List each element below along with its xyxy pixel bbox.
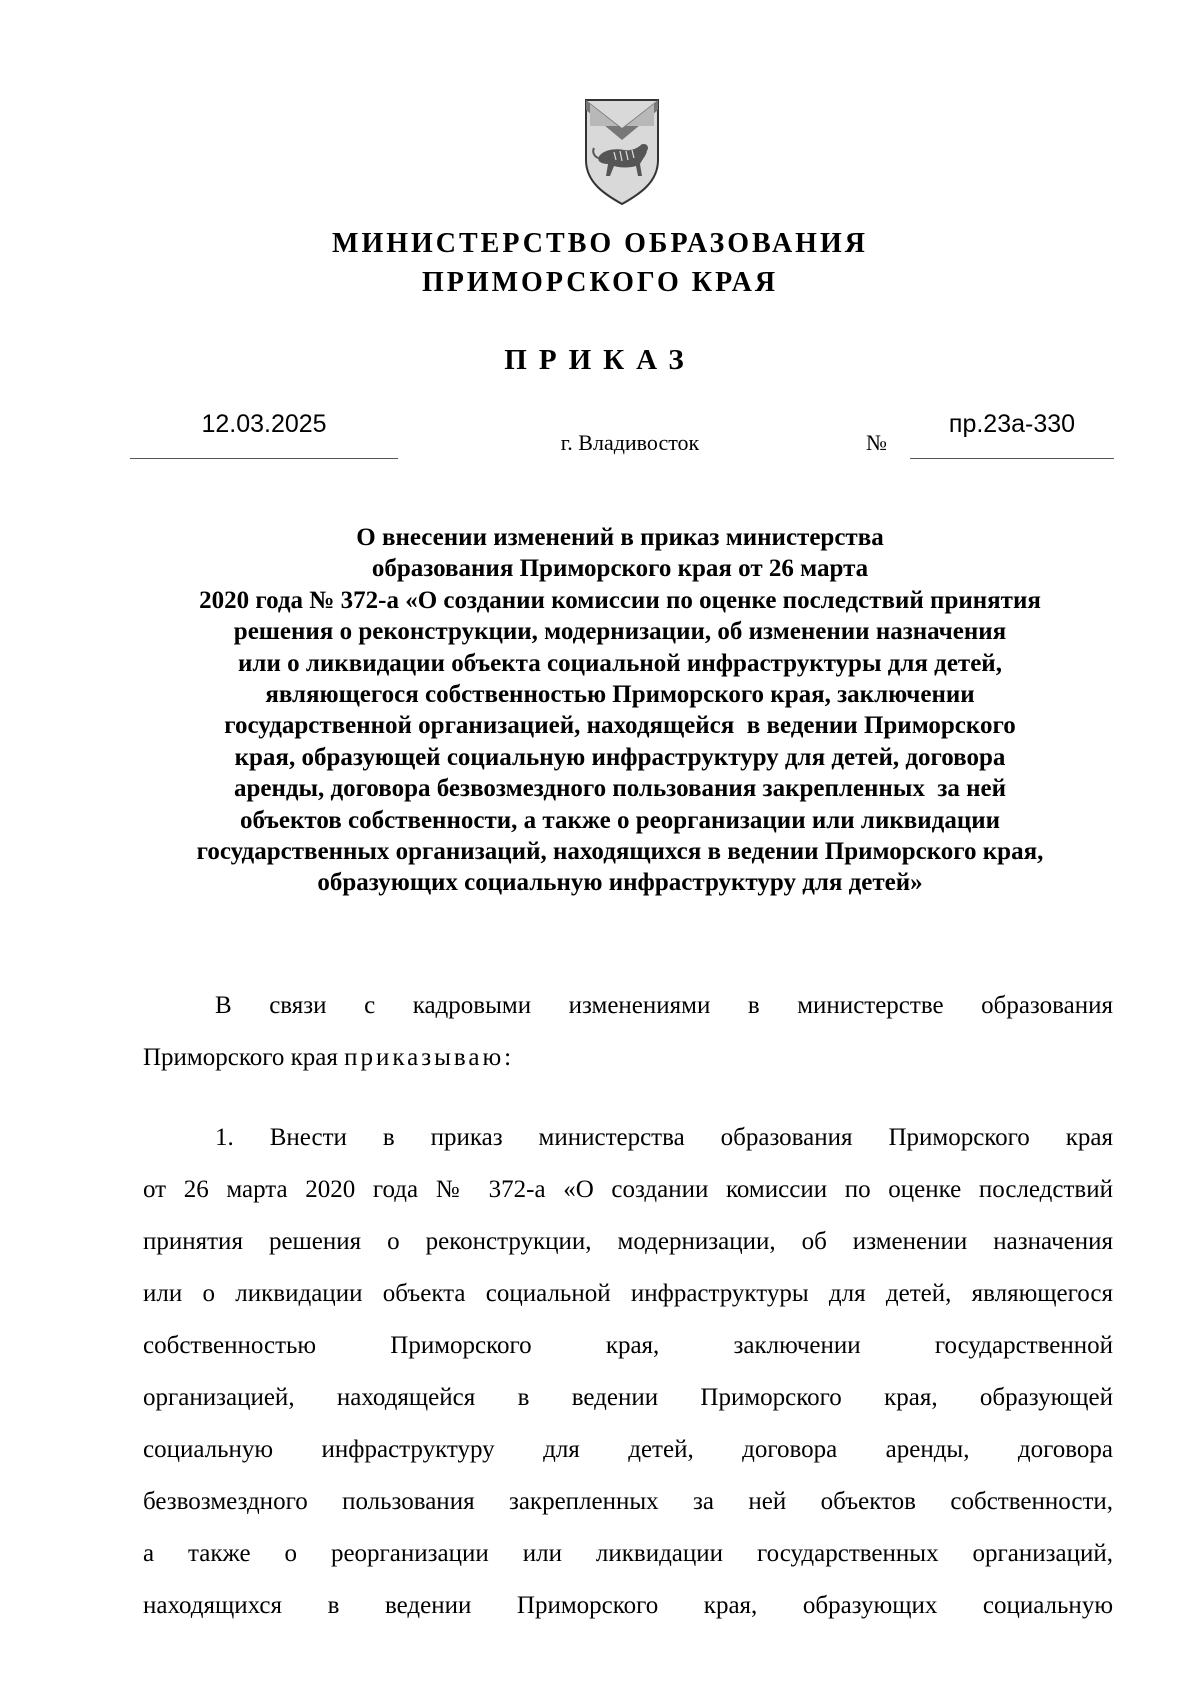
order-keyword: приказываю [344, 1044, 505, 1071]
ministry-name-line1: МИНИСТЕРСТВО ОБРАЗОВАНИЯ [332, 228, 868, 259]
paragraph-line: принятия решения о реконструкции, модернизации, об изменении назначения [143, 1228, 1113, 1255]
paragraph-line: социальную инфраструктуру для детей, договора аренды, договора [143, 1436, 1113, 1463]
paragraph-line: находящихся в ведении Приморского края, образующих социальную [143, 1592, 1113, 1619]
paragraph-line: организацией, находящейся в ведении Приморского края, образующей [143, 1384, 1113, 1411]
paragraph-line: от 26 марта 2020 года № 372-а «О создании комиссии по оценке последствий [143, 1176, 1113, 1203]
title-line: края, образующей социальную инфраструктуру для детей, договора [234, 743, 1006, 771]
title-line: государственной организацией, находящейся в ведении Приморского [224, 712, 1016, 740]
paragraph-line: 1. Внести в приказ министерства образования Приморского края [215, 1124, 1113, 1151]
paragraph-line [143, 1032, 1113, 1084]
title-line: образующих социальную инфраструктуру для детей» [317, 869, 923, 897]
title-line: или о ликвидации объекта социальной инфраструктуры для детей, [238, 649, 1002, 677]
title-line: образования Приморского края от 26 марта [371, 555, 869, 583]
paragraph-line: В связи с кадровыми изменениями в министерстве образования [215, 992, 1113, 1019]
title-line: объектов собственности, а также о реорганизации или ликвидации [239, 806, 1001, 834]
title-line: являющегося собственностью Приморского края, заключении [265, 681, 975, 709]
title-line: 2020 года № 372-а «О создании комиссии по оценке последствий принятия [199, 586, 1041, 614]
order-date: 12.03.2025 [201, 410, 327, 438]
coat-of-arms-icon [584, 98, 660, 206]
item-1-paragraph [143, 1112, 1113, 1632]
number-sign: № [866, 430, 887, 455]
order-title [130, 522, 1110, 899]
paragraph-line: собственностью Приморского края, заключении государственной [143, 1332, 1113, 1359]
city: г. Владивосток [560, 430, 700, 455]
paragraph-line: или о ликвидации объекта социальной инфраструктуры для детей, являющегося [143, 1280, 1113, 1307]
preamble-paragraph [143, 980, 1113, 1084]
order-number: пр.23а-330 [948, 410, 1076, 438]
title-line: О внесении изменений в приказ министерства [356, 524, 884, 551]
paragraph-text: : [504, 1044, 512, 1071]
ministry-name-line2: ПРИМОРСКОГО КРАЯ [421, 267, 779, 298]
paragraph-text: Приморского края [143, 1044, 345, 1071]
title-line: аренды, договора безвозмездного пользования закрепленных за ней [233, 775, 1007, 803]
paragraph-line: безвозмездного пользования закрепленных за ней объектов собственности, [143, 1488, 1113, 1515]
document-type: ПРИКАЗ [504, 344, 696, 376]
number-underline [910, 458, 1114, 459]
title-line: государственных организаций, находящихся в ведении Приморского края, [196, 838, 1044, 866]
paragraph-line: а также о реорганизации или ликвидации государственных организаций, [143, 1540, 1113, 1567]
title-line: решения о реконструкции, модернизации, об изменении назначения [233, 618, 1007, 646]
date-underline [130, 458, 398, 459]
